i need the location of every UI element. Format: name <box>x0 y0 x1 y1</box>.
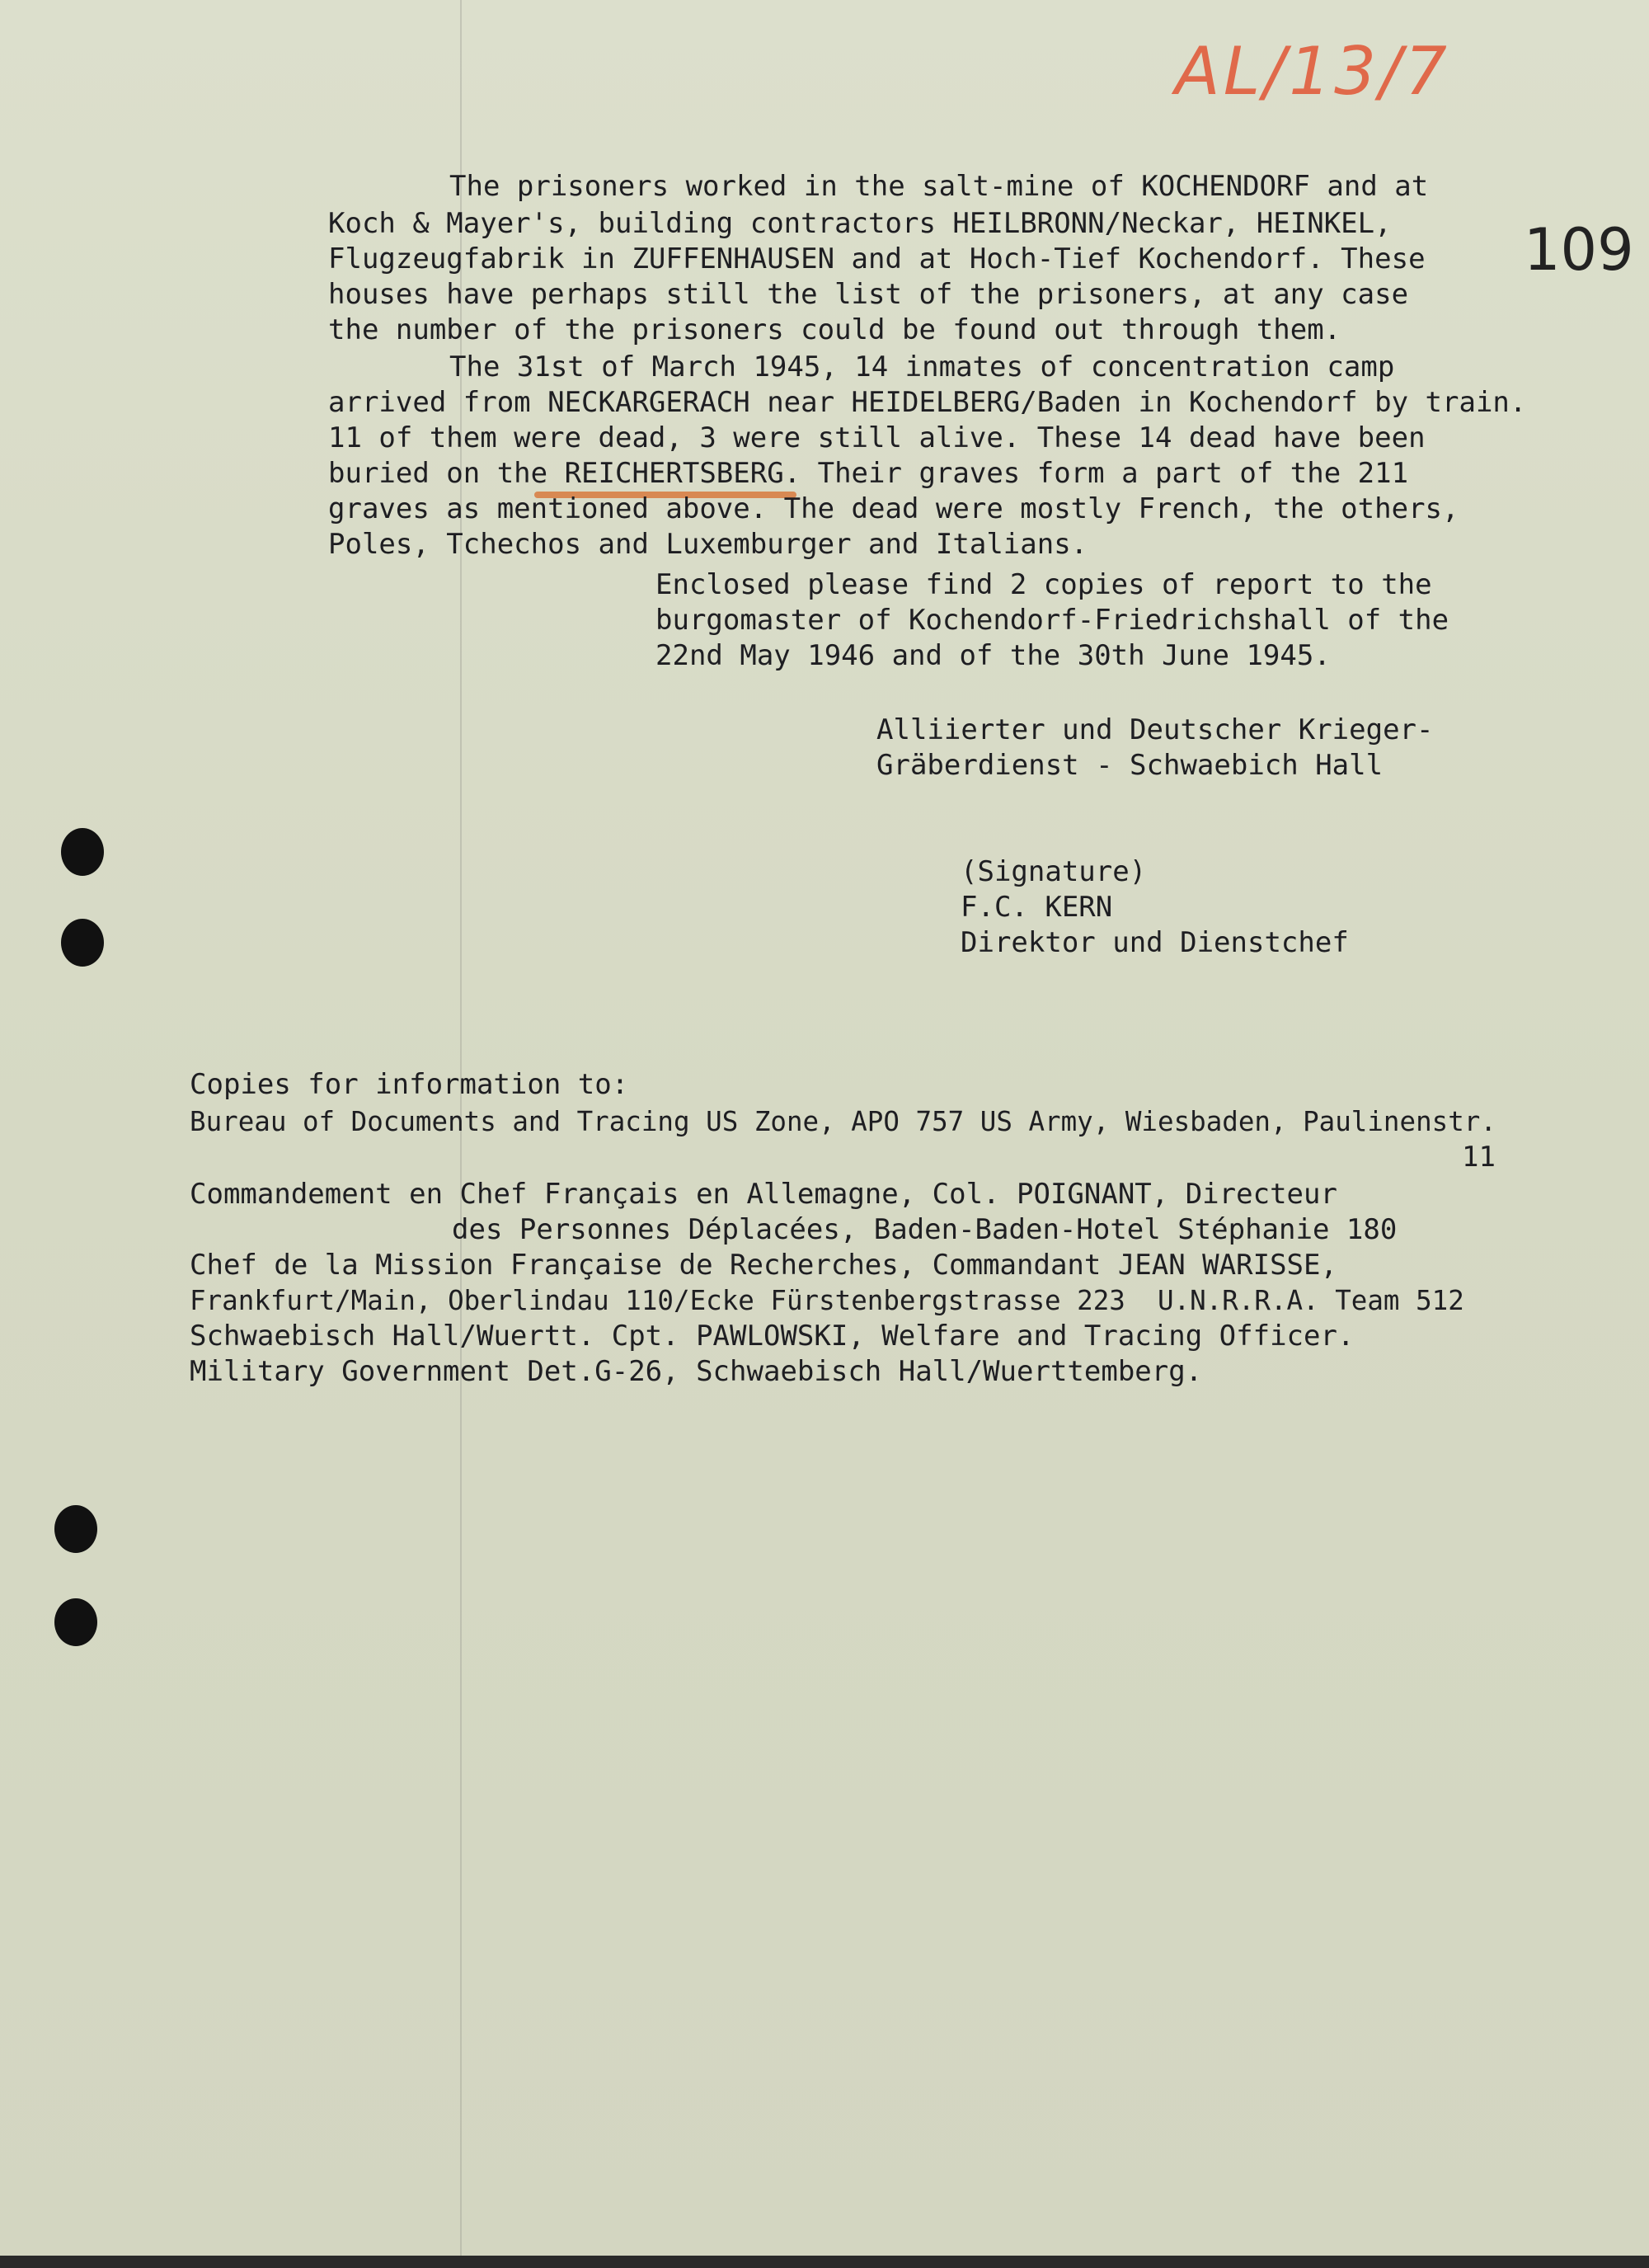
scan-edge <box>0 2256 1649 2268</box>
text-line: The prisoners worked in the salt-mine of KOCHENDORF and at <box>449 170 1429 203</box>
copies-line: Military Government Det.G-26, Schwaebisch Hall/Wuerttemberg. <box>190 1355 1203 1388</box>
organization-line: Alliierter und Deutscher Krieger- <box>876 713 1434 746</box>
text-line: Flugzeugfabrik in ZUFFENHAUSEN and at Hoch-Tief Kochendorf. These <box>328 242 1426 275</box>
copies-line: Frankfurt/Main, Oberlindau 110/Ecke Fürstenbergstrasse 223 U.N.R.R.A. Team 512 <box>190 1285 1464 1316</box>
text-line: burgomaster of Kochendorf-Friedrichshall of the <box>655 604 1449 637</box>
text-line: buried on the REICHERTSBERG. Their graves form a part of the 211 <box>328 457 1409 490</box>
punch-hole <box>54 1505 97 1553</box>
copies-line: des Personnes Déplacées, Baden-Baden-Hotel Stéphanie 180 <box>452 1213 1398 1246</box>
text-line: the number of the prisoners could be found out through them. <box>328 313 1341 346</box>
text-line: Poles, Tchechos and Luxemburger and Italians. <box>328 528 1088 561</box>
text-line: houses have perhaps still the list of the prisoners, at any case <box>328 278 1409 311</box>
signature-line: (Signature) <box>961 855 1147 888</box>
copies-heading: Copies for information to: <box>190 1068 629 1101</box>
signature-line: Direktor und Dienstchef <box>961 926 1349 959</box>
page-number: 109 <box>1524 216 1634 284</box>
punch-hole <box>61 919 104 967</box>
signature-line: F.C. KERN <box>961 891 1113 924</box>
copies-line: Commandement en Chef Français en Allemagne, Col. POIGNANT, Directeur <box>190 1178 1337 1211</box>
punch-hole <box>54 1598 97 1646</box>
handwritten-reference: AL/13/7 <box>1175 33 1450 110</box>
copies-line: Bureau of Documents and Tracing US Zone, APO 757 US Army, Wiesbaden, Paulinenstr. <box>190 1106 1496 1137</box>
punch-hole <box>61 828 104 876</box>
text-line: 22nd May 1946 and of the 30th June 1945. <box>655 639 1331 672</box>
text-line: arrived from NECKARGERACH near HEIDELBERG/Baden in Kochendorf by train. <box>328 386 1527 419</box>
copies-line: 11 <box>1462 1141 1496 1174</box>
organization-line: Gräberdienst - Schwaebich Hall <box>876 749 1384 782</box>
text-line: graves as mentioned above. The dead were mostly French, the others, <box>328 492 1459 525</box>
text-line: 11 of them were dead, 3 were still alive. These 14 dead have been <box>328 421 1426 454</box>
text-line: Enclosed please find 2 copies of report to the <box>655 568 1432 601</box>
copies-line: Chef de la Mission Française de Recherches, Commandant JEAN WARISSE, <box>190 1249 1337 1282</box>
text-line: Koch & Mayer's, building contractors HEILBRONN/Neckar, HEINKEL, <box>328 207 1392 240</box>
text-line: The 31st of March 1945, 14 inmates of concentration camp <box>449 351 1395 383</box>
copies-line: Schwaebisch Hall/Wuertt. Cpt. PAWLOWSKI, Welfare and Tracing Officer. <box>190 1320 1355 1353</box>
